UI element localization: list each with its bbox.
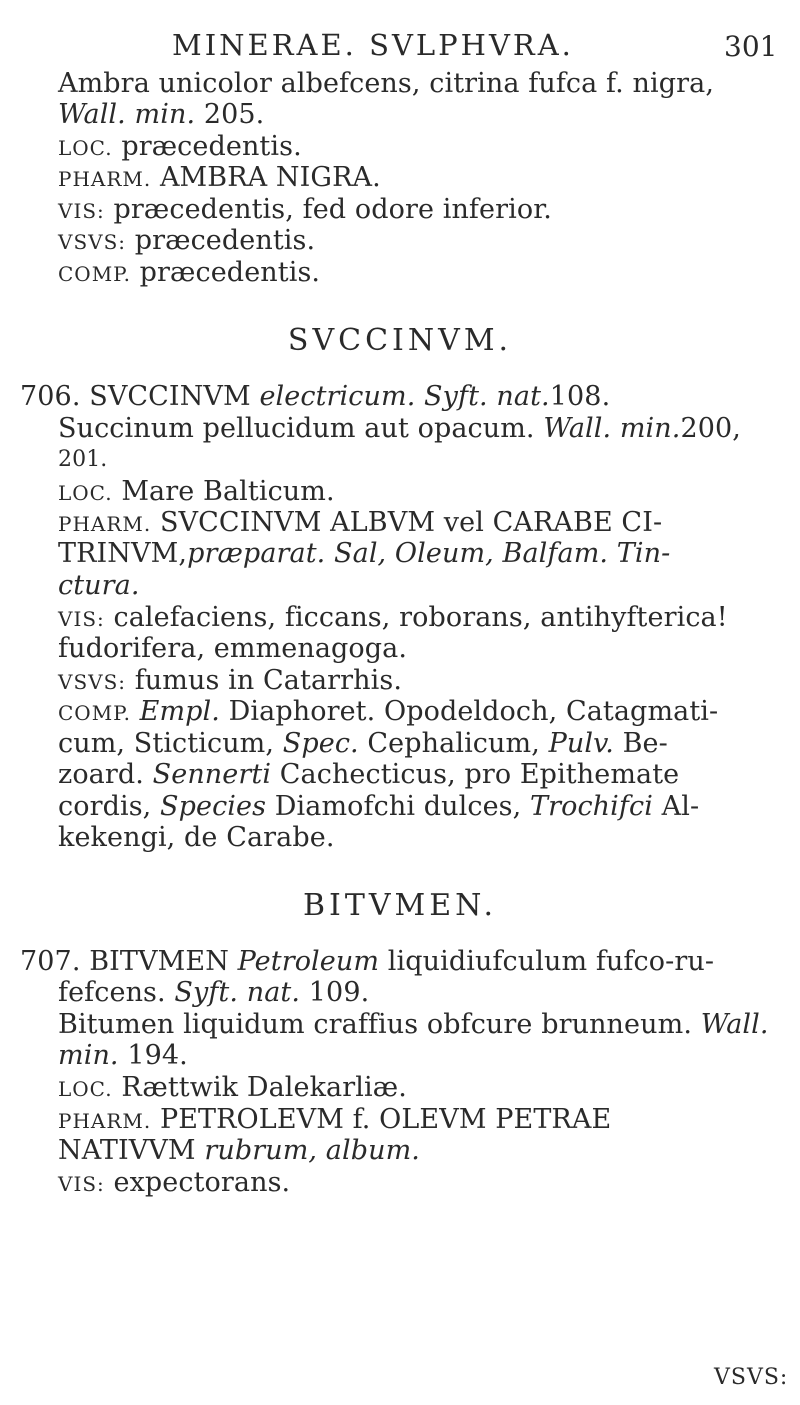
vis-label: VIS: [58,607,105,631]
bitumen-vis [58,1167,290,1200]
ambra-loc [58,131,302,164]
comp-text: Cephalicum, [367,728,540,759]
comp-spec: Spec. [282,728,359,759]
ambra-pharm [58,162,381,195]
bitumen-entry [20,946,714,978]
comp-text: cum, Sticticum, [58,728,275,759]
vis-text: expectorans. [113,1167,291,1198]
comp-pulv: Pulv. [548,728,614,759]
entry-name: BITVMEN [89,946,229,977]
comp-text: Cachecticus, pro Epithemate [279,759,680,790]
bitumen-entry-cont [58,977,369,1009]
ambra-reference [58,99,264,131]
succinum-pharm-cont [58,538,670,570]
vsus-label: VSVS: [58,230,127,254]
loc-text: Rættwik Dalekarliæ. [121,1072,407,1103]
succinum-vsus [58,665,402,698]
comp-label: COMP. [58,701,131,725]
succinum-loc [58,476,335,509]
comp-text: Al- [661,791,700,822]
ambra-comp [58,257,320,290]
vis-label: VIS: [58,1172,105,1196]
succinum-comp-line4 [58,791,699,823]
ambra-ref-author: Wall. min. [58,99,196,130]
bitumen-pharm-cont [58,1135,420,1167]
vis-text: calefaciens, ficcans, roborans, antihyfterica! [113,602,728,633]
vsus-label: VSVS: [58,670,127,694]
comp-empl: Empl. [139,696,220,727]
entry-number: 707. [20,946,81,977]
comp-species: Species [160,791,267,822]
ambra-ref-number: 205. [203,99,265,130]
comp-sennerti: Sennerti [152,759,272,790]
succinum-pharm-cont2: ctura. [58,570,140,601]
loc-label: LOC. [58,1077,113,1101]
desc-text: Succinum pellucidum aut opacum. [58,413,535,444]
pharm-name: TRINVM, [58,538,188,569]
section-heading-bitumen: BITVMEN. [302,888,498,923]
pharm-label: PHARM. [58,167,152,191]
entry-text: fefcens. [58,977,166,1008]
bitumen-loc [58,1072,407,1105]
bitumen-description-cont [58,1040,188,1072]
entry-ref: 108. [549,381,611,412]
loc-text: præcedentis. [121,131,302,162]
pharm-text: PETROLEVM f. OLEVM PETRAE [159,1104,612,1135]
catchword: VSVS: [714,1365,789,1390]
succinum-comp [58,696,718,729]
bitumen-pharm [58,1104,611,1137]
succinum-description [58,413,741,445]
comp-text: cordis, [58,791,152,822]
succinum-desc-cont: 201. [58,447,108,472]
succinum-vis [58,602,728,635]
succinum-comp-line5: kekengi, de Carabe. [58,822,335,853]
entry-species: Petroleum [237,946,380,977]
comp-text: Be- [622,728,668,759]
comp-text: præcedentis. [139,257,321,288]
entry-rest: liquidiufculum fufco-ru- [387,946,715,977]
ambra-vsus [58,225,315,258]
desc-ref: min. [58,1040,119,1071]
comp-trochifci: Trochifci [529,791,653,822]
pharm-name: NATIVVM [58,1135,196,1166]
vsus-text: fumus in Catarrhis. [134,665,403,696]
entry-name: SVCCINVM [89,381,251,412]
loc-text: Mare Balticum. [121,476,335,507]
entry-ref-author: Syft. nat. [174,977,301,1008]
succinum-comp-line3 [58,759,679,791]
ambra-description: Ambra unicolor albefcens, citrina fufca f. nigra, [58,68,715,99]
desc-ref-author: Wall. [700,1009,769,1040]
comp-text: Diamofchi dulces, [274,791,522,822]
loc-label: LOC. [58,481,113,505]
section-heading-succinum: SVCCINVM. [287,323,513,358]
page-number: 301 [724,30,778,63]
succinum-vis-cont: fudorifera, emmenagoga. [58,633,408,664]
pharm-preparations: præparat. Sal, Oleum, Balfam. Tin- [187,538,671,569]
desc-num: 200, [680,413,741,444]
comp-text: Diaphoret. Opodeldoch, Catagmati- [228,696,719,727]
running-head: MINERAE. SVLPHVRA. [172,28,574,62]
comp-label: COMP. [58,262,131,286]
vis-text: præcedentis, fed odore inferior. [113,194,552,225]
pharm-varieties: rubrum, album. [204,1135,420,1166]
pharm-text: SVCCINVM ALBVM vel CARABE CI- [159,507,663,538]
loc-label: LOC. [58,136,113,160]
desc-text: Bitumen liquidum craffius obfcure brunneum. [58,1009,693,1040]
vsus-text: præcedentis. [134,225,316,256]
succinum-comp-line2 [58,728,668,760]
succinum-pharm [58,507,662,540]
entry-species: electricum. Syft. nat. [259,381,550,412]
vis-label: VIS: [58,199,105,223]
comp-text: zoard. [58,759,144,790]
bitumen-description [58,1009,769,1041]
entry-ref-number: 109. [308,977,370,1008]
entry-number: 706. [20,381,81,412]
succinum-entry [20,381,610,413]
pharm-label: PHARM. [58,1109,152,1133]
pharm-text: AMBRA NIGRA. [159,162,381,193]
desc-ref: Wall. min. [543,413,681,444]
ambra-vis [58,194,552,227]
pharm-label: PHARM. [58,512,152,536]
desc-ref-number: 194. [127,1040,188,1071]
